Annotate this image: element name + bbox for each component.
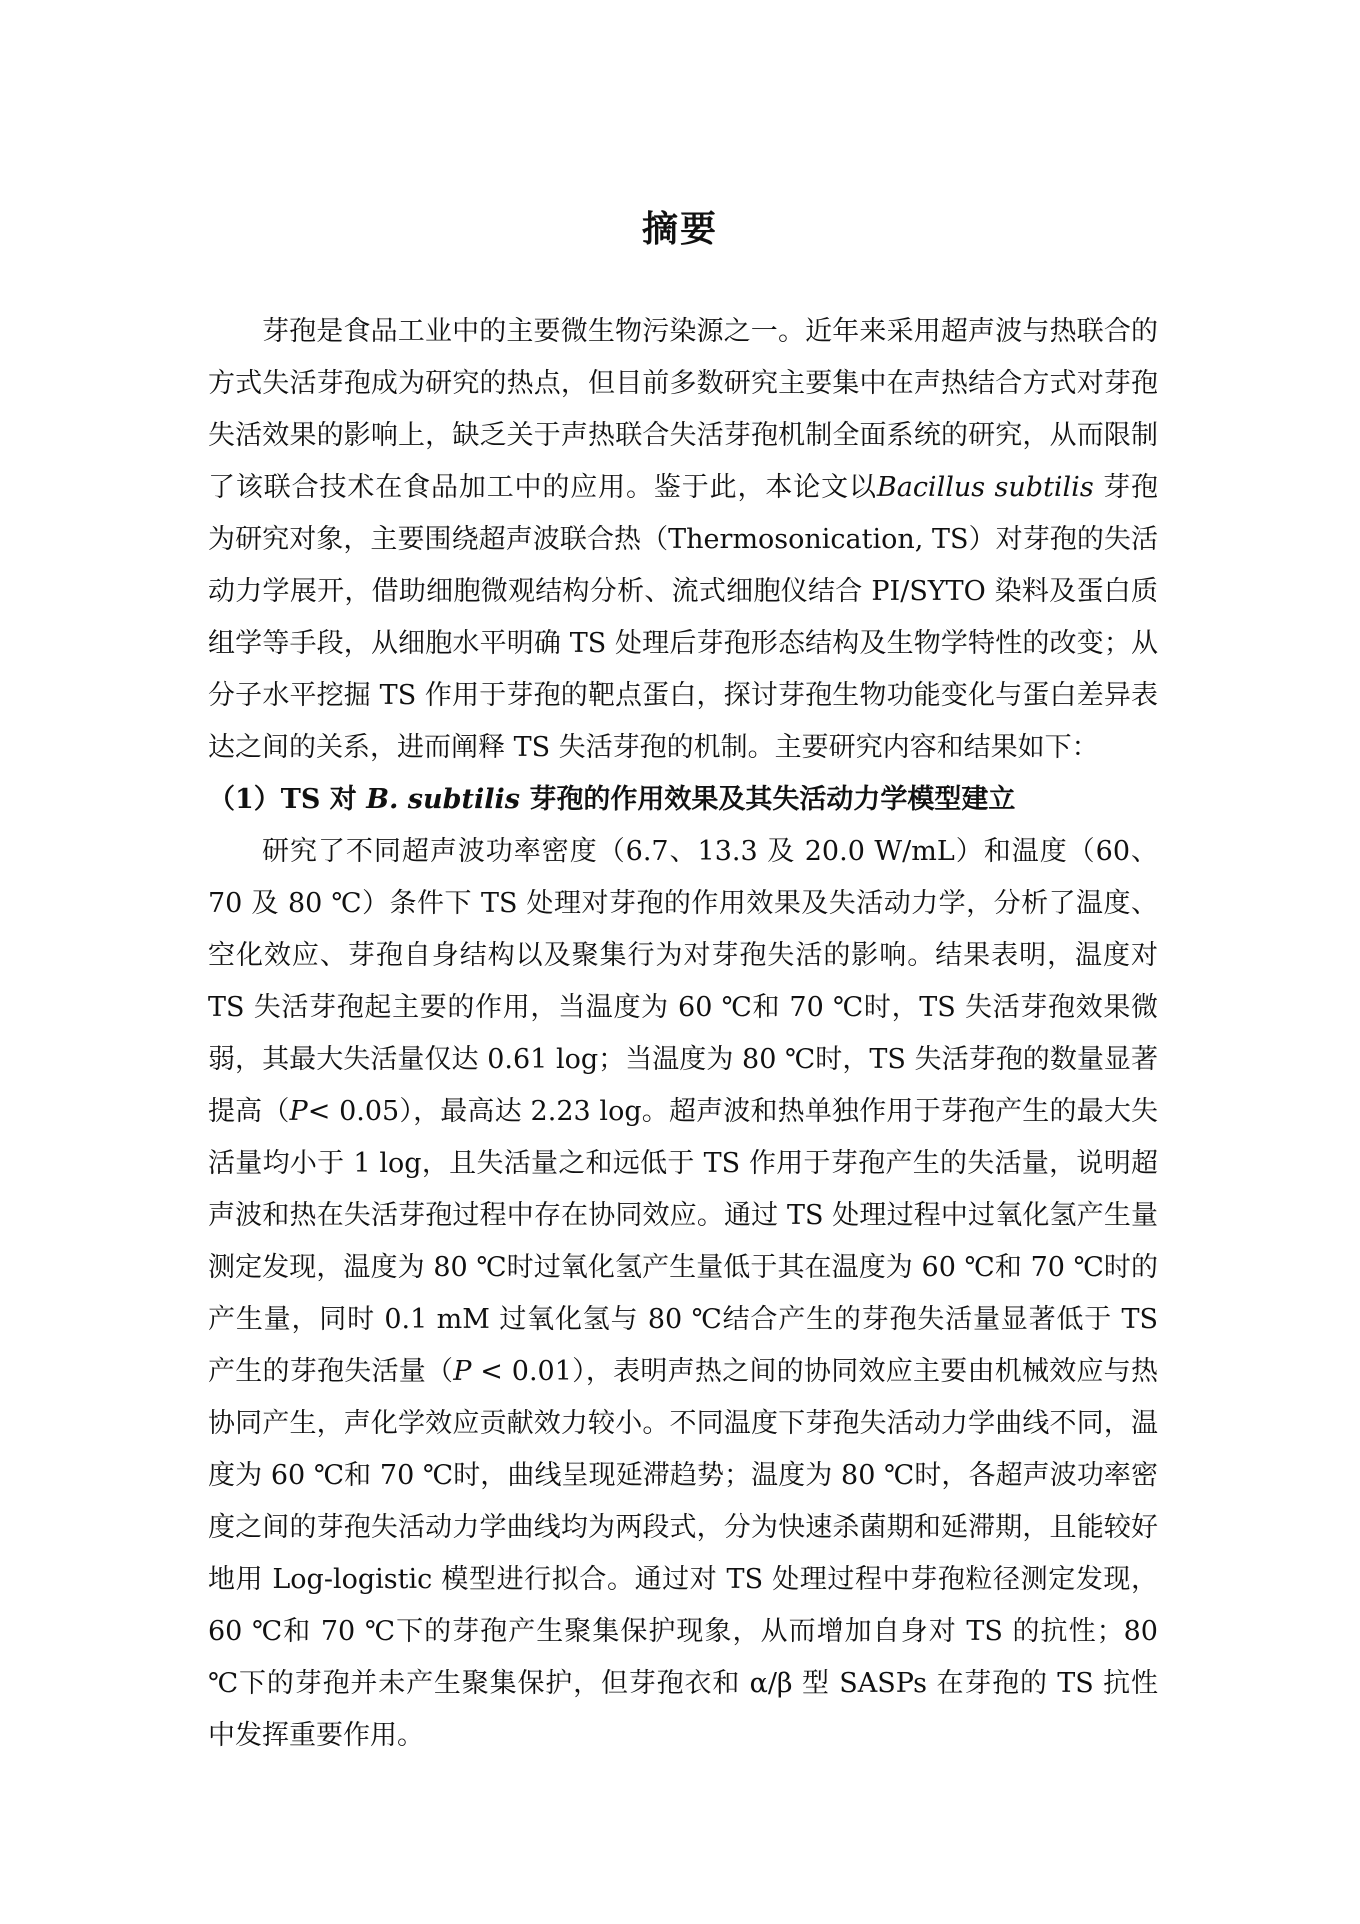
heading-text-start: （1）TS 对 [208, 784, 367, 815]
section-heading-1 [208, 774, 1158, 826]
intro-text-end: 芽孢为研究对象，主要围绕超声波联合热（Thermosonication, TS）对芽孢的失活动力学展开，借助细胞微观结构分析、流式细胞仪结合 PI/SYTO 染料及蛋白质组学等手段，从细胞水平明确 TS 处理后芽孢形态结构及生物学特性的改变；从分子水平挖掘 TS 作用于芽孢的靶点蛋白，探讨芽孢生物功能变化与蛋白差异表达之间的关系，进而阐释 TS 失活芽孢的机制。主要研究内容和结果如下： [208, 472, 1159, 763]
p-value-symbol-1: P [289, 1096, 308, 1127]
paragraph-intro [208, 306, 1158, 774]
p-value-symbol-2: P [453, 1356, 472, 1387]
results-text-2: < 0.05），最高达 2.23 log。超声波和热单独作用于芽孢产生的最大失活量均小于 1 log，且失活量之和远低于 TS 作用于芽孢产生的失活量，说明超声波和热在失活芽孢过程中存在协同效应。通过 TS 处理过程中过氧化氢产生量测定发现，温度为 80 ℃时过氧化氢产生量低于其在温度为 60 ℃和 70 ℃时的产生量，同时 0.1 mM 过氧化氢与 80 ℃结合产生的芽孢失活量显著低于 TS 产生的芽孢失活量（ [208, 1096, 1159, 1387]
heading-species-name: B. subtilis [366, 784, 520, 815]
intro-text-start: 芽孢是食品工业中的主要微生物污染源之一。近年来采用超声波与热联合的方式失活芽孢成为研究的热点，但目前多数研究主要集中在声热结合方式对芽孢失活效果的影响上，缺乏关于声热联合失活芽孢机制全面系统的研究，从而限制了该联合技术在食品加工中的应用。鉴于此，本论文以 [208, 316, 1158, 503]
results-text-1: 研究了不同超声波功率密度（6.7、13.3 及 20.0 W/mL）和温度（60、70 及 80 ℃）条件下 TS 处理对芽孢的作用效果及失活动力学，分析了温度、空化效应、芽孢自身结构以及聚集行为对芽孢失活的影响。结果表明，温度对 TS 失活芽孢起主要的作用，当温度为 60 ℃和 70 ℃时，TS 失活芽孢效果微弱，其最大失活量仅达 0.61 log；当温度为 80 ℃时，TS 失活芽孢的数量显著提高（ [208, 836, 1158, 1127]
page-title: 摘要 [641, 208, 718, 250]
paragraph-results [208, 826, 1158, 1762]
abstract-body [208, 306, 1158, 1762]
results-text-3: < 0.01），表明声热之间的协同效应主要由机械效应与热协同产生，声化学效应贡献效力较小。不同温度下芽孢失活动力学曲线不同，温度为 60 ℃和 70 ℃时，曲线呈现延滞趋势；温度为 80 ℃时，各超声波功率密度之间的芽孢失活动力学曲线均为两段式，分为快速杀菌期和延滞期，且能较好地用 Log-logistic 模型进行拟合。通过对 TS 处理过程中芽孢粒径测定发现，60 ℃和 70 ℃下的芽孢产生聚集保护现象，从而增加自身对 TS 的抗性；80 ℃下的芽孢并未产生聚集保护，但芽孢衣和 α/β 型 SASPs 在芽孢的 TS 抗性中发挥重要作用。 [208, 1356, 1158, 1751]
heading-text-end: 芽孢的作用效果及其失活动力学模型建立 [519, 784, 1016, 815]
species-name: Bacillus subtilis [876, 472, 1094, 503]
